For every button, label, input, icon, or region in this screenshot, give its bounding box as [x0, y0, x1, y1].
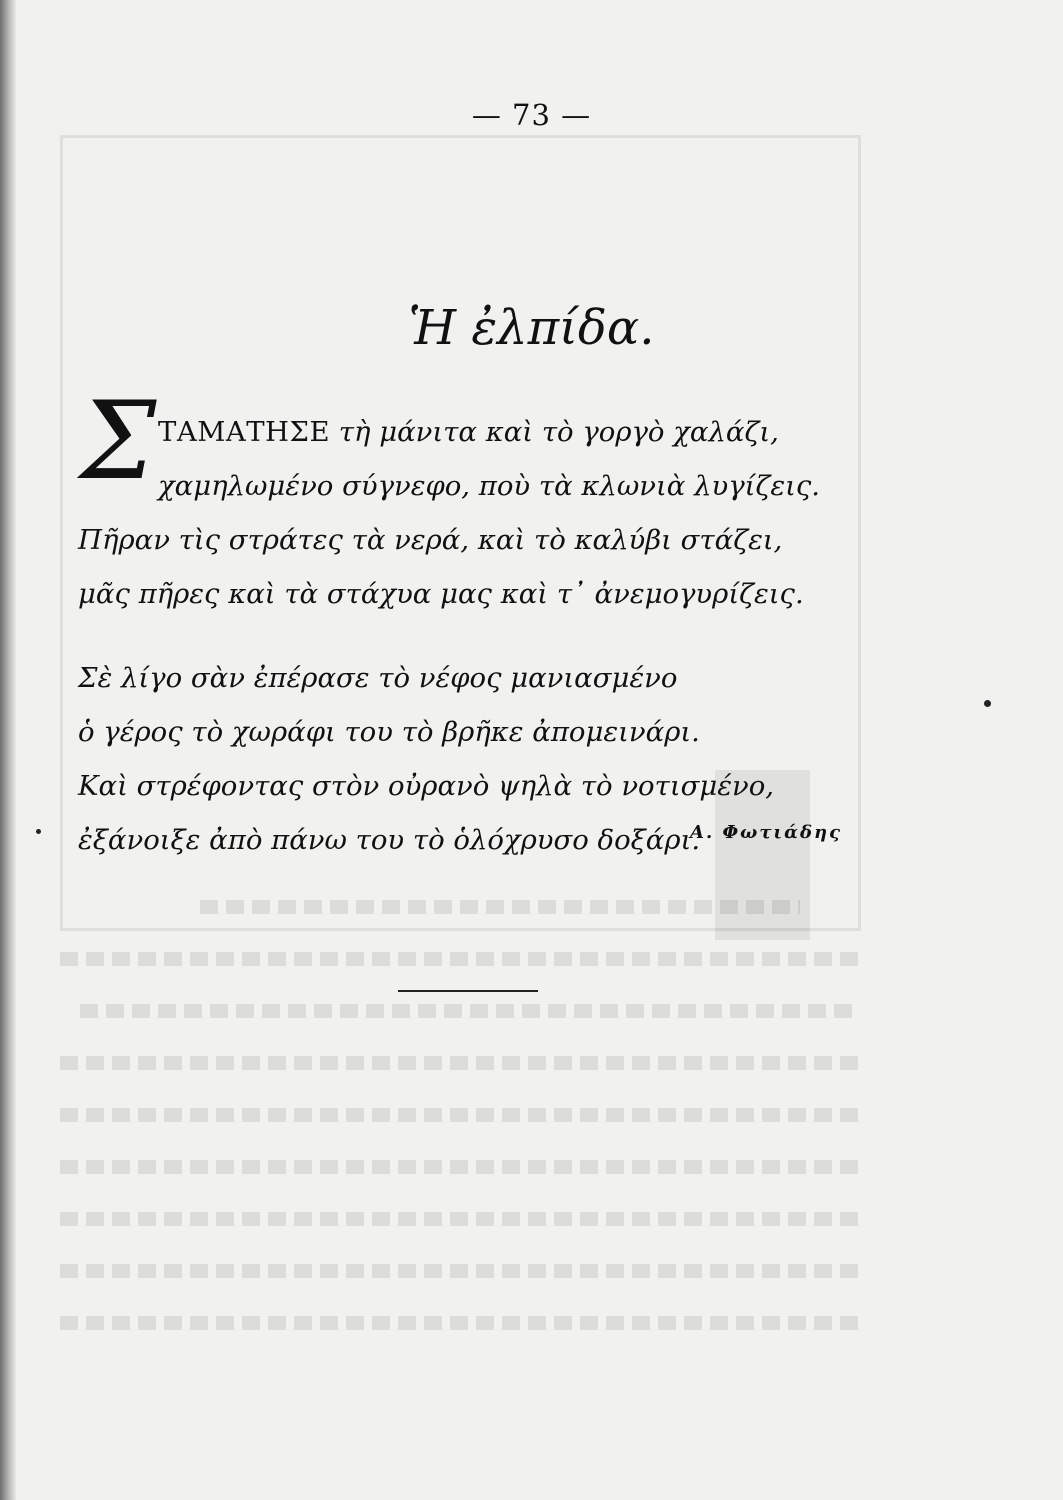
poem-title: Ἡ ἐλπίδα.: [408, 300, 655, 356]
poem-line-2: χαμηλωμένο σύγνεφο, ποὺ τὰ κλωνιὰ λυγίζεις.: [158, 470, 821, 502]
poem-line-1: [78, 405, 798, 459]
separator-rule: [398, 990, 538, 992]
poem-line-8: ἐξάνοιξε ἀπὸ πάνω του τὸ ὁλόχρυσο δοξάρι.: [78, 824, 701, 856]
page-number: — 73 —: [471, 98, 592, 132]
page-edge-shadow: [0, 0, 16, 1500]
drop-cap: Σ: [80, 379, 157, 504]
poem-line-7: Καὶ στρέφοντας στὸν οὐρανὸ ψηλὰ τὸ νοτισμένο,: [78, 770, 775, 802]
margin-dot-left: [36, 829, 41, 834]
poem-line-1-rest: τὴ μάνιτα καὶ τὸ γοργὸ χαλάζι,: [330, 416, 779, 448]
poem-line-6: ὁ γέρος τὸ χωράφι του τὸ βρῆκε ἀπομεινάρι.: [78, 716, 700, 748]
margin-dot-right: [984, 700, 991, 707]
poem-line-1-caps: ΤΑΜΑΤΗΣΕ: [158, 416, 331, 448]
author-signature: Α. Φωτιάδης: [690, 822, 843, 843]
poem-line-4: μᾶς πῆρες καὶ τὰ στάχυα μας καὶ τ᾽ ἀνεμογυρίζεις.: [78, 578, 804, 610]
poem-line-3: Πῆραν τὶς στράτες τὰ νερά, καὶ τὸ καλύβι στάζει,: [78, 524, 783, 556]
poem-line-5: Σὲ λίγο σὰν ἐπέρασε τὸ νέφος μανιασμένο: [78, 662, 678, 694]
poem-body: [78, 405, 821, 867]
stanza-gap: [78, 621, 798, 651]
